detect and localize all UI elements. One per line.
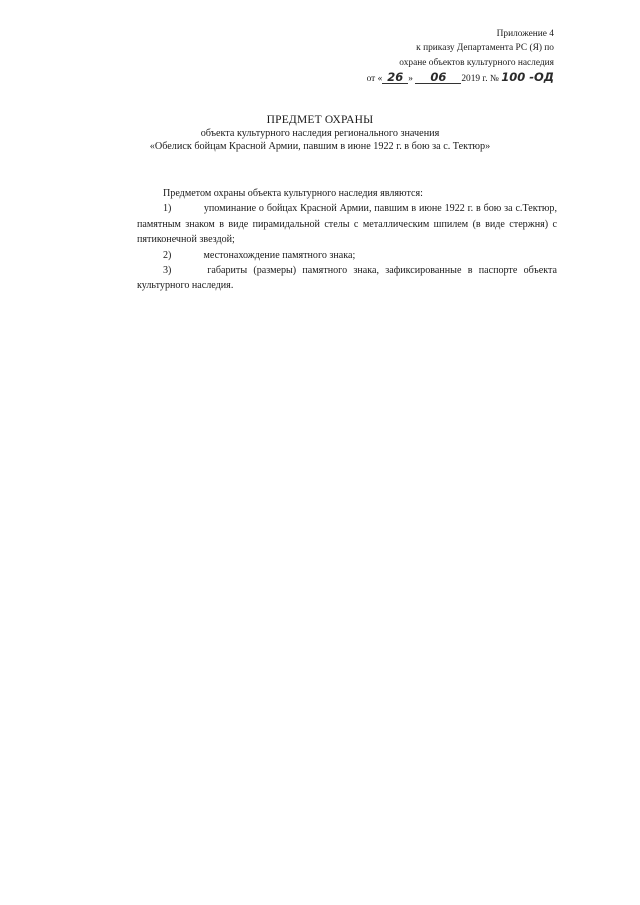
- order-date-number-line: [354, 70, 554, 86]
- list-item-text: габариты (размеры) памятного знака, зафиксированные в паспорте объекта культурного наследия.: [137, 265, 557, 292]
- appendix-order-ref: к приказу Департамента РС (Я) по: [416, 43, 554, 54]
- list-item-number: 3): [163, 265, 172, 277]
- document-title-block: [0, 113, 640, 153]
- date-prefix: от «: [366, 73, 383, 84]
- appendix-department: охране объектов культурного наследия: [399, 57, 554, 68]
- date-mid: »: [408, 73, 413, 84]
- object-name: «Обелиск бойцам Красной Армии, павшим в июне 1922 г. в бою за с. Тектюр»: [149, 141, 491, 152]
- list-item-text: упоминание о бойцах Красной Армии, павшим в июне 1922 г. в бою за с.Тектюр, памятным знаком в виде пирамидальной стелы с металлическим шпилем (в виде стержня) с пятиконечной звездой;: [137, 203, 557, 246]
- appendix-header: [354, 27, 554, 86]
- list-item: [137, 263, 557, 294]
- document-body: [137, 186, 557, 294]
- handwritten-order-number: 100 -ОД: [501, 69, 554, 84]
- document-title: ПРЕДМЕТ ОХРАНЫ: [266, 114, 374, 126]
- handwritten-month: 06: [415, 71, 461, 84]
- list-item-number: 1): [163, 203, 172, 215]
- list-item-text: местонахождение памятного знака;: [203, 249, 356, 261]
- list-item: [137, 201, 557, 247]
- date-year: 2019 г. №: [461, 73, 499, 84]
- intro-paragraph: Предметом охраны объекта культурного наследия являются:: [163, 188, 423, 199]
- appendix-number: Приложение 4: [496, 29, 554, 39]
- document-subtitle: объекта культурного наследия регионального значения: [200, 128, 440, 139]
- list-item: [137, 248, 557, 263]
- list-item-number: 2): [163, 249, 172, 261]
- handwritten-day: 26: [382, 71, 408, 84]
